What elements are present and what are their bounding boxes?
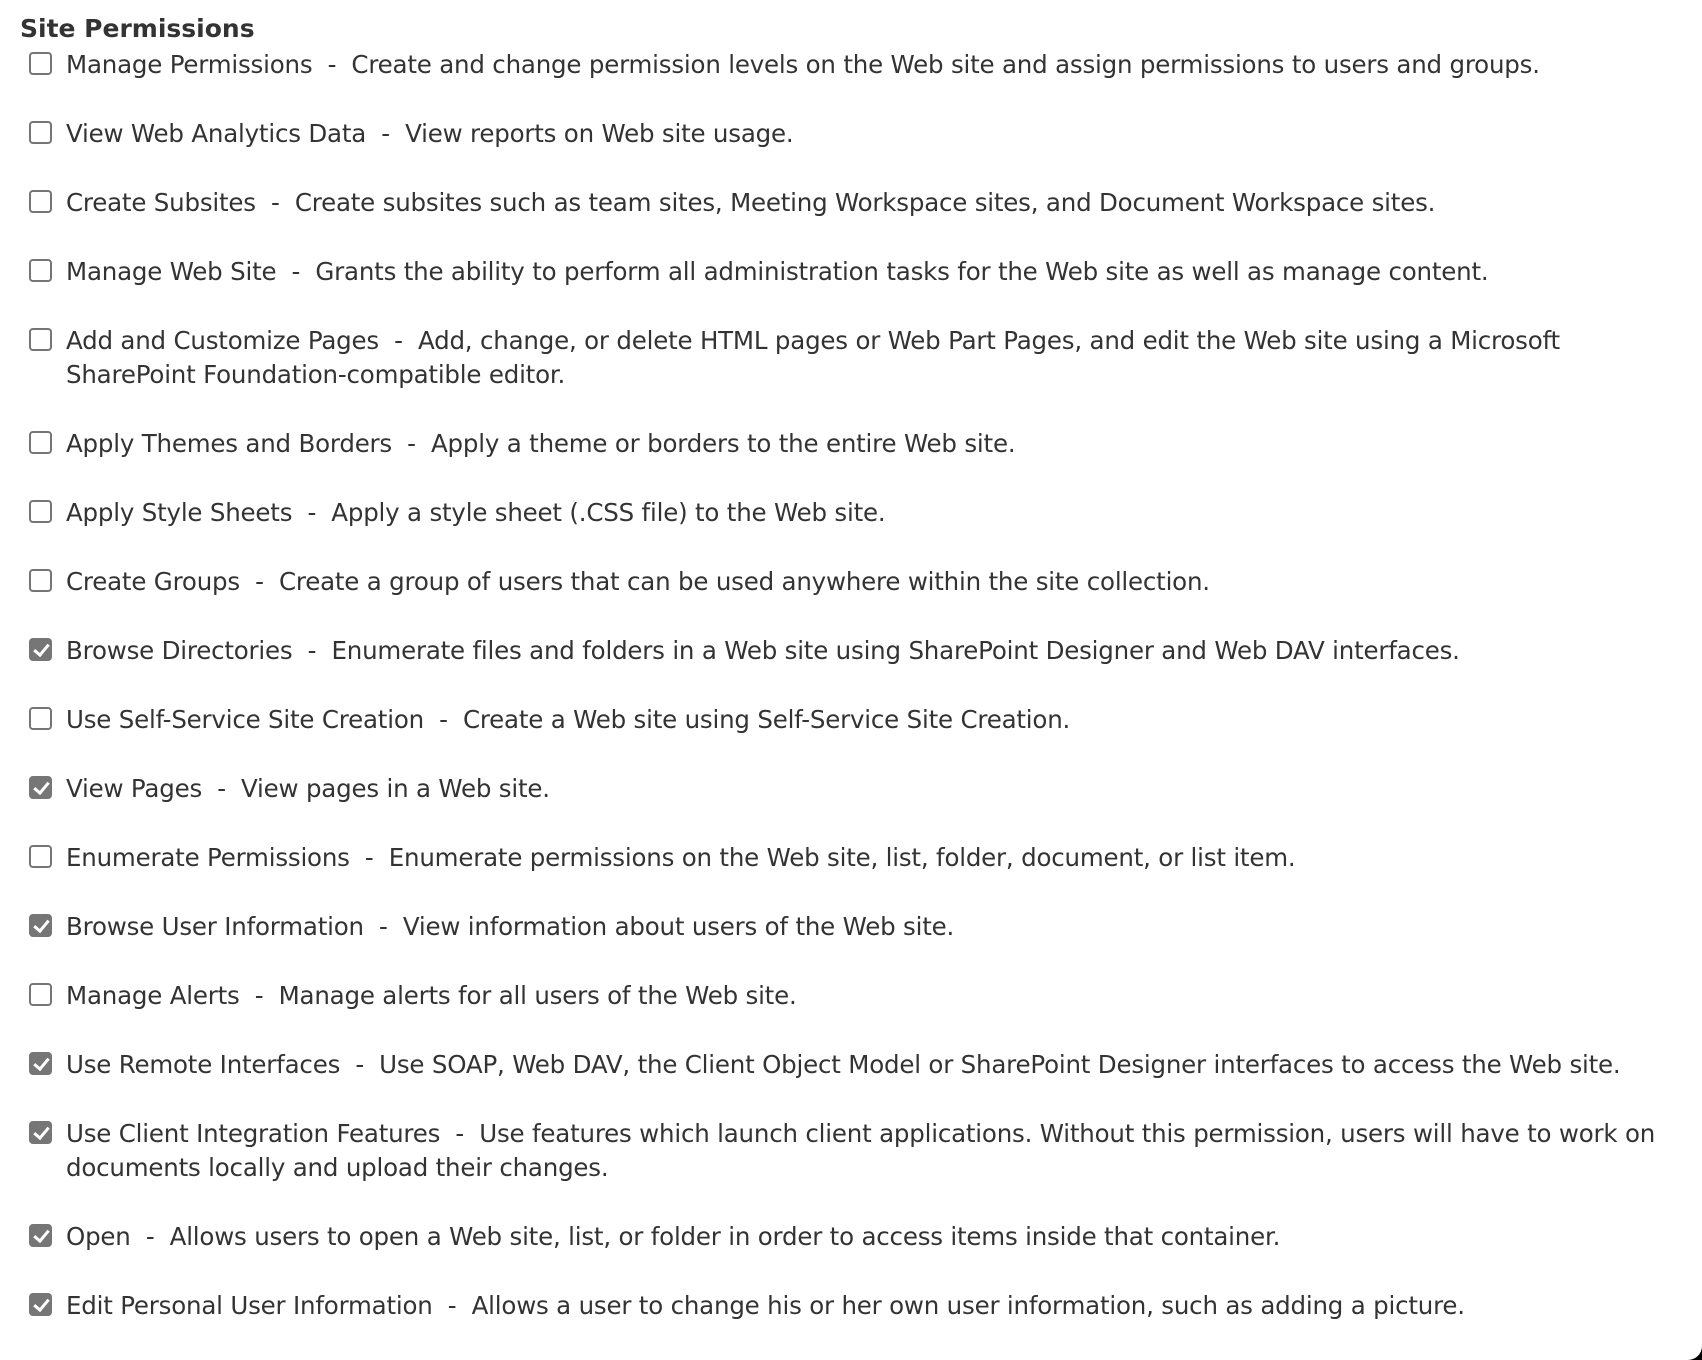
permission-name: Browse User Information — [66, 912, 364, 941]
permission-name: Use Client Integration Features — [66, 1119, 441, 1148]
permission-checkbox[interactable] — [29, 121, 52, 144]
permission-description: Create subsites such as team sites, Meeting Workspace sites, and Document Workspace sites. — [294, 188, 1436, 217]
checked-checkbox[interactable] — [29, 1052, 52, 1075]
permission-description: Apply a theme or borders to the entire Web site. — [431, 429, 1016, 458]
permission-text — [66, 772, 1669, 806]
permission-name: Manage Web Site — [66, 257, 277, 286]
separator: - — [130, 1222, 170, 1251]
permission-text — [66, 910, 1669, 944]
permission-text — [66, 427, 1669, 461]
permission-description: Enumerate files and folders in a Web site using SharePoint Designer and Web DAV interfaces. — [331, 636, 1460, 665]
permission-checkbox[interactable] — [29, 983, 52, 1006]
separator: - — [202, 774, 242, 803]
separator: - — [378, 326, 418, 355]
permission-description: Enumerate permissions on the Web site, list, folder, document, or list item. — [388, 843, 1296, 872]
permission-row — [29, 841, 1669, 910]
permission-checkbox[interactable] — [29, 52, 52, 75]
permission-description: Create and change permission levels on the Web site and assign permissions to users and groups. — [351, 50, 1540, 79]
permission-text — [66, 324, 1669, 392]
separator: - — [276, 257, 316, 286]
separator: - — [239, 981, 279, 1010]
separator: - — [363, 912, 403, 941]
permission-row — [29, 427, 1669, 496]
permission-text — [66, 1117, 1669, 1185]
permission-row — [29, 324, 1669, 427]
permission-text — [66, 841, 1669, 875]
permission-row — [29, 255, 1669, 324]
permission-text — [66, 565, 1669, 599]
permission-text — [66, 634, 1669, 668]
permission-name: Add and Customize Pages — [66, 326, 379, 355]
permission-description: Add, change, or delete HTML pages or Web Part Pages, and edit the Web site using a Microsoft SharePoint Foundation-compatible editor. — [66, 326, 1560, 389]
permission-row — [29, 117, 1669, 186]
separator: - — [292, 636, 332, 665]
permission-name: Open — [66, 1222, 131, 1251]
permission-name: Manage Alerts — [66, 981, 240, 1010]
permission-name: Browse Directories — [66, 636, 293, 665]
permission-checkbox[interactable] — [29, 259, 52, 282]
permission-name: Enumerate Permissions — [66, 843, 350, 872]
permission-text — [66, 496, 1669, 530]
permission-text — [66, 255, 1669, 289]
separator: - — [392, 429, 431, 458]
separator: - — [440, 1119, 480, 1148]
permission-name: Use Self-Service Site Creation — [66, 705, 424, 734]
permission-name: Apply Themes and Borders — [66, 429, 392, 458]
checked-checkbox[interactable] — [29, 638, 52, 661]
permission-row — [29, 1048, 1669, 1117]
permission-checkbox[interactable] — [29, 569, 52, 592]
permission-name: Manage Permissions — [66, 50, 313, 79]
permission-description: View reports on Web site usage. — [405, 119, 794, 148]
permission-text — [66, 48, 1669, 82]
checked-checkbox[interactable] — [29, 1224, 52, 1247]
permission-description: Use features which launch client applications. Without this permission, users will have to work on documents locally and upload their changes. — [66, 1119, 1656, 1182]
permission-row — [29, 48, 1669, 117]
permission-description: View information about users of the Web site. — [402, 912, 955, 941]
permission-row — [29, 910, 1669, 979]
separator: - — [255, 188, 295, 217]
permission-description: Create a Web site using Self-Service Site Creation. — [462, 705, 1071, 734]
permission-row — [29, 186, 1669, 255]
separator: - — [239, 567, 279, 596]
permission-description: Manage alerts for all users of the Web site. — [278, 981, 797, 1010]
permissions-list — [29, 48, 1669, 1358]
checked-checkbox[interactable] — [29, 776, 52, 799]
separator: - — [349, 843, 389, 872]
permission-name: Edit Personal User Information — [66, 1291, 433, 1320]
separator: - — [366, 119, 406, 148]
permission-row — [29, 979, 1669, 1048]
permission-row — [29, 1117, 1669, 1220]
permission-row — [29, 565, 1669, 634]
permission-text — [66, 1048, 1669, 1082]
permission-row — [29, 1220, 1669, 1289]
permission-row — [29, 1289, 1669, 1358]
permission-text — [66, 703, 1669, 737]
permission-text — [66, 117, 1669, 151]
permission-name: Use Remote Interfaces — [66, 1050, 341, 1079]
permission-name: Apply Style Sheets — [66, 498, 293, 527]
permission-name: Create Subsites — [66, 188, 256, 217]
permission-checkbox[interactable] — [29, 845, 52, 868]
checked-checkbox[interactable] — [29, 1121, 52, 1144]
window-corner — [1688, 1346, 1702, 1360]
permission-text — [66, 1289, 1669, 1323]
permission-text — [66, 186, 1669, 220]
permission-row — [29, 496, 1669, 565]
permission-row — [29, 772, 1669, 841]
checked-checkbox[interactable] — [29, 1293, 52, 1316]
separator: - — [312, 50, 352, 79]
permission-checkbox[interactable] — [29, 500, 52, 523]
permission-row — [29, 634, 1669, 703]
checked-checkbox[interactable] — [29, 914, 52, 937]
separator: - — [432, 1291, 472, 1320]
permission-description: Create a group of users that can be used anywhere within the site collection. — [278, 567, 1210, 596]
permission-description: Apply a style sheet (.CSS file) to the Web site. — [331, 498, 886, 527]
permission-description: View pages in a Web site. — [241, 774, 550, 803]
separator: - — [340, 1050, 380, 1079]
separator: - — [423, 705, 463, 734]
permission-text — [66, 1220, 1669, 1254]
permission-name: View Web Analytics Data — [66, 119, 367, 148]
permission-checkbox[interactable] — [29, 707, 52, 730]
permission-checkbox[interactable] — [29, 431, 52, 454]
permission-description: Allows users to open a Web site, list, or folder in order to access items inside that container. — [169, 1222, 1281, 1251]
permission-description: Grants the ability to perform all administration tasks for the Web site as well as manage content. — [315, 257, 1489, 286]
permission-description: Use SOAP, Web DAV, the Client Object Model or SharePoint Designer interfaces to access the Web site. — [379, 1050, 1621, 1079]
permission-text — [66, 979, 1669, 1013]
permission-row — [29, 703, 1669, 772]
permission-checkbox[interactable] — [29, 328, 52, 351]
permission-checkbox[interactable] — [29, 190, 52, 213]
permission-name: View Pages — [66, 774, 203, 803]
permission-description: Allows a user to change his or her own user information, such as adding a picture. — [471, 1291, 1465, 1320]
separator: - — [292, 498, 332, 527]
section-title: Site Permissions — [20, 14, 255, 43]
permission-name: Create Groups — [66, 567, 240, 596]
